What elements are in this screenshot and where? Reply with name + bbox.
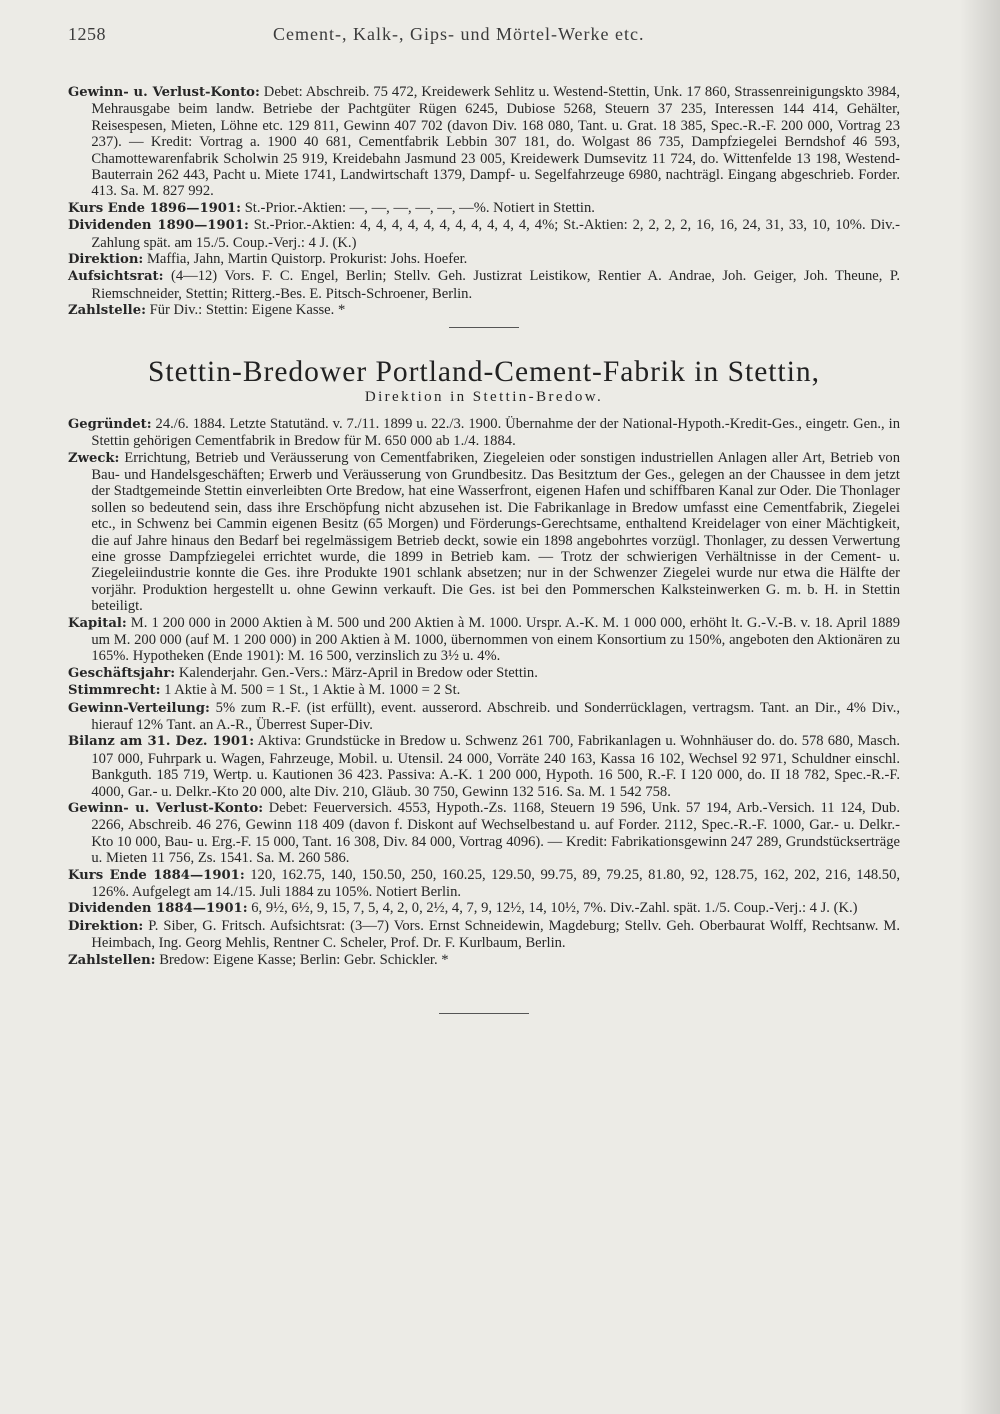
entry-gewinn-verteilung (68, 700, 900, 734)
entry-dividenden (68, 217, 900, 251)
section-divider (439, 1013, 529, 1014)
entry-direktion (68, 251, 900, 268)
entry-kurs-2 (68, 867, 900, 901)
entry-gewinn-verlust-2 (68, 800, 900, 867)
entry-label: Geschäftsjahr: (68, 665, 176, 681)
entry-label: Zahlstelle: (68, 303, 146, 319)
page-number: 1258 (68, 24, 106, 44)
entry-text: Debet: Abschreib. 75 472, Kreidewerk Sehlitz u. Westend-Stettin, Unk. 17 860, Strassenreinigungskto 3984, Mehrausgabe beim landw. Betriebe der Pachtgüter Rügen 6245, Dubiose 5268, Steuern 37 235, Interessen 144 414, Gehälter, Reisespesen, Mieten, Löhne etc. 129 811, Gewinn 407 702 (davon Div. 168 080, Tant. u. Grat. 18 385, Spec.-R.-F. 200 000, Vortrag 23 237). — Kredit: Vortrag a. 1900 40 681, Cementfabrik Lebbin 307 181, do. Wolgast 86 735, Dampfziegelei Berndshof 46 593, Chamottewarenfabrik Scholwin 25 919, Kreidebahn Jasmund 23 005, Kreidewerk Dumsevitz 11 724, do. Wittenfelde 13 198, Westend-Bauterrain 262 443, Pacht u. Miete 1741, Landwirtschaft 1379, Dampf- u. Segelfahrzeuge 6980, nachträgl. Eingang abgeschrieb. Forder. 413. Sa. M. 827 992. (91, 84, 900, 200)
entry-text: 1 Aktie à M. 500 = 1 St., 1 Aktie à M. 1000 = 2 St. (164, 682, 461, 699)
entry-label: Gewinn-Verteilung: (68, 700, 210, 716)
entry-text: (4—12) Vors. F. C. Engel, Berlin; Stellv. Geh. Justizrat Leistikow, Rentier A. Andrae, Joh. Geiger, Joh. Theune, P. Riemschneider, Stettin; Ritterg.-Bes. E. Pitsch-Schroener, Berlin. (91, 268, 900, 302)
running-head (68, 24, 900, 50)
entry-zahlstelle (68, 302, 900, 319)
section-divider (449, 327, 519, 328)
entry-gegruendet (68, 416, 900, 450)
entry-label: Kapital: (68, 615, 127, 631)
entry-kapital (68, 615, 900, 665)
entry-label: Dividenden 1890—1901: (68, 218, 249, 234)
second-company-section (68, 416, 900, 1014)
entry-dividenden-2 (68, 900, 900, 917)
entry-label: Aufsichtsrat: (68, 269, 164, 285)
entry-label: Zahlstellen: (68, 952, 156, 968)
entry-text: Maffia, Jahn, Martin Quistorp. Prokurist: Johs. Hoefer. (146, 251, 468, 268)
entry-label: Gewinn- u. Verlust-Konto: (68, 85, 260, 100)
entry-text: 6, 9½, 6½, 9, 15, 7, 5, 4, 2, 0, 2½, 4, 7, 9, 12½, 14, 10½, 7%. Div.-Zahl. spät. 1./5. Coup.-Verj.: 4 J. (K.) (251, 900, 858, 917)
entry-text: 120, 162.75, 140, 150.50, 250, 160.25, 129.50, 99.75, 89, 79.25, 81.80, 92, 128.75, 162, 202, 216, 148.50, 126%. Aufgelegt am 14./15. Juli 1884 zu 105%. Notiert Berlin. (91, 866, 901, 901)
entry-text: Kalenderjahr. Gen.-Vers.: März-April in Bredow oder Stettin. (178, 664, 538, 681)
binding-shadow (960, 0, 1000, 1414)
entry-label: Gewinn- u. Verlust-Konto: (68, 801, 264, 817)
entry-text: Errichtung, Betrieb und Veräusserung von Cementfabriken, Ziegeleien oder sonstigen industriellen Anlagen aller Art, Betrieb von Bau- und Handelsgeschäften; Erwerb und Veräusserung von Grundbesitz. Das Besitztum der Ges., gelegen an der Chaussee in dem jetzt der Stadtgemeinde Stettin einverleibten Orte Bredow, hat eine Wasserfront, eigenen Hafen und schiffbaren Kanal zur Oder. Die Thonlager sollen so bedeutend sein, dass ihre Erschöpfung nicht abzusehen ist. Die Fabrikanlage in Bredow umfasst eine Cementfabrik, Ziegelei etc., in Schwenz bei Cammin eigenen Besitz (65 Morgen) und Förderungs-Gerechtsame, enthaltend Kreidelager von einer Mächtigkeit, die auf Jahre hinaus den Bedarf bei regelmässigem Betrieb deckt, sowie ein 1898 angebohrtes vorzügl. Thonlager, zu dessen Verwertung eine grosse Dampfziegelei errichtet wurde, die 1899 in Betrieb kam. — Trotz der schwierigen Verhältnisse in der Cement- u. Ziegeleiindustrie konnte die Ges. ihre Produkte 1901 schlank absetzen; nur in der Schwenzer Ziegelei wurde nur etwa die Hälfte der vorjähr. Produktion hergestellt u. ohne Gewinn verkauft. Die Ges. ist bei den Pommerschen Kalksteinwerken G. m. b. H. in Stettin beteiligt. (91, 449, 900, 615)
entry-zweck (68, 450, 900, 615)
entry-label: Direktion: (68, 252, 144, 268)
entry-label: Zweck: (68, 450, 120, 466)
entry-text: M. 1 200 000 in 2000 Aktien à M. 500 und 200 Aktien à M. 1000. Urspr. A.-K. M. 1 000 000, erhöht lt. G.-V.-B. v. 18. April 1889 um M. 200 000 (auf M. 1 200 000) in 200 Aktien à M. 1000, übernommen von einem Konsortium zu 150%, angeboten den Aktionären zu 165%. Hypotheken (Ende 1901): M. 16 500, verzinslich zu 3½ u. 4%. (91, 614, 901, 665)
company-heading: Stettin-Bredower Portland-Cement-Fabrik in Stettin, (147, 355, 821, 388)
running-title: Cement-, Kalk-, Gips- und Mörtel-Werke etc. (273, 24, 645, 44)
entry-text: 5% zum R.-F. (ist erfüllt), event. ausserord. Abschreib. und Sonderrücklagen, vertragsm. Tant. an Dir., 4% Div., hierauf 12% Tant. an A.-R., Überrest Super-Div. (91, 699, 900, 733)
entry-text: St.-Prior.-Aktien: 4, 4, 4, 4, 4, 4, 4, 4, 4, 4, 4, 4%; St.-Aktien: 2, 2, 2, 2, 16, 16, 24, 31, 33, 10, 10%. Div.-Zahlung spät. am 15./5. Coup.-Verj.: 4 J. (K.) (91, 217, 900, 251)
entry-aufsichtsrat (68, 268, 900, 302)
entry-text: Aktiva: Grundstücke in Bredow u. Schwenz 261 700, Fabrikanlagen u. Wohnhäuser do. do. 578 680, Masch. 107 000, Fuhrpark u. Wagen, Fahrzeuge, Mobil. u. Utensil. 24 000, Vorräte 240 163, Kassa 16 102, Wechsel 92 971, Schuldner einschl. Bankguth. 185 719, Wertp. u. Kautionen 36 423. Passiva: A.-K. 1 200 000, Hypoth. 16 500, R.-F. I 120 000, do. II 18 782, Spec.-R.-F. 4000, Gar.- u. Delkr.-Kto 20 000, alte Div. 210, Gläub. 30 750, Gewinn 132 516. Sa. M. 1 542 758. (91, 733, 900, 800)
entry-text: St.-Prior.-Aktien: —, —, —, —, —, —%. Notiert in Stettin. (244, 199, 595, 216)
entry-gewinn-verlust (68, 84, 900, 200)
entry-label: Bilanz am 31. Dez. 1901: (68, 734, 255, 750)
entry-zahlstellen (68, 952, 900, 969)
entry-stimmrecht (68, 682, 900, 699)
entry-label: Direktion: (68, 918, 144, 934)
entry-geschaeftsjahr (68, 665, 900, 682)
entry-kurs (68, 200, 900, 217)
entry-text: 24./6. 1884. Letzte Statutänd. v. 7./11. 1899 u. 22./3. 1900. Übernahme der der National-Hypoth.-Kredit-Ges., eingetr. Gen., in Stettin gehörigen Cementfabrik in Bredow für M. 650 000 ab 1./4. 1884. (91, 415, 900, 450)
entry-label: Kurs Ende 1884—1901: (68, 867, 245, 883)
entry-text: Debet: Feuerversich. 4553, Hypoth.-Zs. 1168, Steuern 19 596, Unk. 57 194, Arb.-Versich. 11 124, Dub. 2266, Abschreib. 46 276, Gewinn 118 409 (davon f. Diskont auf Wechselbestand u. auf Forder. 2112, Spec.-R.-F. 1000, Gar.- u. Delkr.-Kto 10 000, Bau- u. Erg.-F. 15 000, Tant. 16 308, Div. 84 000, Vortrag 4096). — Kredit: Fabrikationsgewinn 247 289, Grundstückserträge u. Mieten 11 756, Zs. 1541. Sa. M. 260 586. (91, 800, 900, 867)
entry-label: Gegründet: (68, 416, 152, 432)
entry-text: P. Siber, G. Fritsch. Aufsichtsrat: (3—7) Vors. Ernst Schneidewin, Magdeburg; Stellv. Geh. Oberbaurat Wolff, Rechtsanw. M. Heimbach, Ing. Georg Mehlis, Rentner C. Scheler, Prof. Dr. F. Kurlbaum, Berlin. (91, 917, 900, 952)
entry-label: Kurs Ende 1896—1901: (68, 200, 242, 216)
company-subheading: Direktion in Stettin-Bredow. (364, 388, 604, 405)
first-company-section (68, 84, 900, 328)
entry-label: Dividenden 1884—1901: (68, 901, 248, 917)
entry-label: Stimmrecht: (68, 683, 161, 699)
entry-text: Für Div.: Stettin: Eigene Kasse. * (149, 302, 346, 319)
entry-bilanz (68, 733, 900, 800)
entry-text: Bredow: Eigene Kasse; Berlin: Gebr. Schickler. * (159, 951, 449, 968)
entry-direktion-2 (68, 918, 900, 952)
